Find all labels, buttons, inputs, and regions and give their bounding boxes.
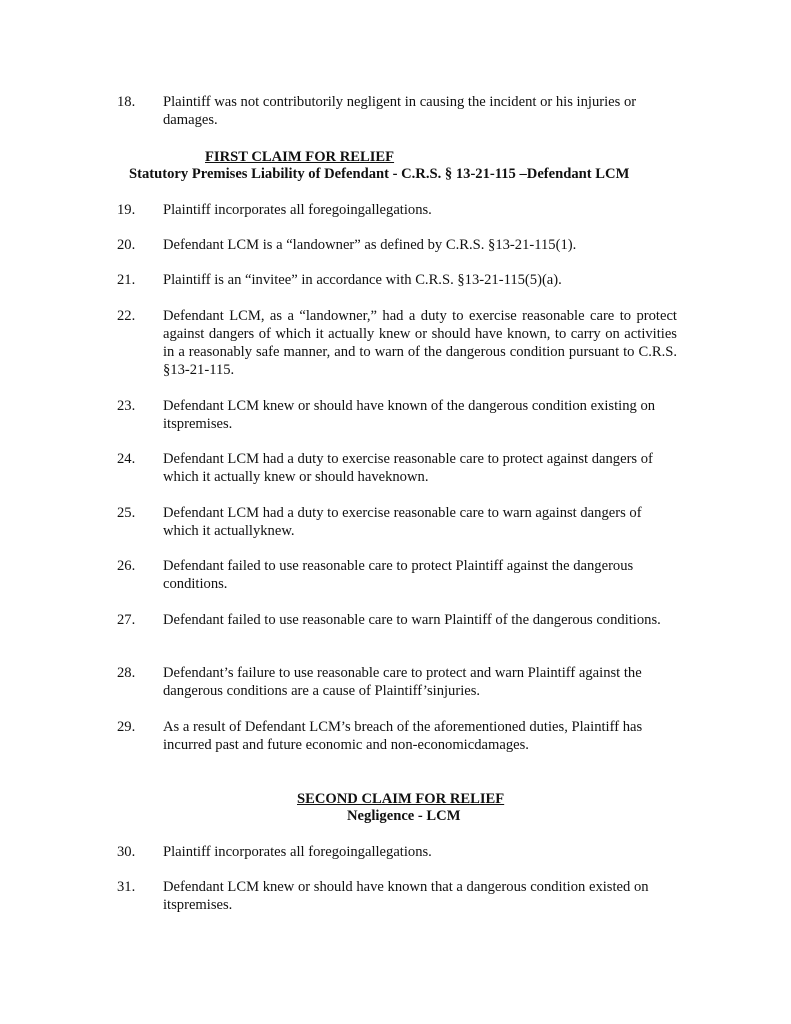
paragraph-21 — [117, 271, 677, 289]
paragraph-number: 21. — [117, 272, 136, 288]
paragraph-text: Defendant’s failure to use reasonable care to protect and warn Plaintiff against the dangerous conditions are a cause of Plaintiff’sinjuries. — [163, 665, 642, 699]
paragraph-26 — [117, 557, 677, 593]
paragraph-text: Plaintiff is an “invitee” in accordance with C.R.S. §13-21-115(5)(a). — [163, 272, 562, 288]
paragraph-text: Plaintiff was not contributorily negligent in causing the incident or his injuries or damages. — [163, 94, 637, 128]
paragraph-text: Defendant LCM had a duty to exercise reasonable care to protect against dangers of which it actually knew or should haveknown. — [163, 451, 653, 485]
paragraph-text: Defendant LCM, as a “landowner,” had a duty to exercise reasonable care to protect against dangers of which it actually knew or should have known, to carry on activities in a reasonably safe manner, and to warn of the dangerous condition pursuant to C.R.S. §13-21-115. — [163, 308, 677, 378]
paragraph-23 — [117, 397, 677, 433]
second-claim-title: SECOND CLAIM FOR RELIEF — [297, 791, 505, 807]
paragraph-24 — [117, 450, 677, 486]
paragraph-number: 20. — [117, 237, 136, 253]
second-claim-subtitle: Negligence - LCM — [347, 808, 461, 824]
paragraph-text: Defendant LCM knew or should have known that a dangerous condition existed on itspremises. — [163, 879, 649, 913]
paragraph-number: 24. — [117, 451, 136, 467]
paragraph-30 — [117, 843, 677, 861]
paragraph-text: Defendant LCM is a “landowner” as defined by C.R.S. §13-21-115(1). — [163, 237, 577, 253]
paragraph-25 — [117, 504, 677, 540]
paragraph-number: 28. — [117, 665, 136, 681]
paragraph-number: 23. — [117, 398, 136, 414]
paragraph-number: 19. — [117, 202, 136, 218]
paragraph-number: 30. — [117, 844, 136, 860]
paragraph-text: Defendant failed to use reasonable care to protect Plaintiff against the dangerous conditions. — [163, 558, 634, 592]
paragraph-19 — [117, 201, 677, 219]
paragraph-number: 25. — [117, 505, 136, 521]
first-claim-subtitle: Statutory Premises Liability of Defendant - C.R.S. § 13-21-115 –Defendant LCM — [129, 166, 630, 182]
paragraph-27 — [117, 611, 677, 629]
paragraph-29 — [117, 718, 677, 754]
paragraph-number: 18. — [117, 94, 136, 110]
paragraph-20 — [117, 236, 677, 254]
paragraph-28 — [117, 664, 677, 700]
paragraph-text: Defendant LCM knew or should have known of the dangerous condition existing on itspremises. — [163, 398, 656, 432]
first-claim-title: FIRST CLAIM FOR RELIEF — [205, 149, 395, 165]
paragraph-text: Plaintiff incorporates all foregoingallegations. — [163, 844, 432, 860]
paragraph-number: 22. — [117, 308, 136, 324]
paragraph-number: 27. — [117, 612, 136, 628]
paragraph-text: Plaintiff incorporates all foregoingallegations. — [163, 202, 432, 218]
paragraph-22 — [117, 307, 677, 379]
paragraph-number: 31. — [117, 879, 136, 895]
paragraph-number: 26. — [117, 558, 136, 574]
paragraph-31 — [117, 878, 677, 914]
paragraph-number: 29. — [117, 719, 136, 735]
paragraph-text: Defendant failed to use reasonable care to warn Plaintiff of the dangerous conditions. — [163, 612, 661, 628]
paragraph-text: Defendant LCM had a duty to exercise reasonable care to warn against dangers of which it actuallyknew. — [163, 505, 642, 539]
paragraph-18 — [117, 93, 677, 129]
paragraph-text: As a result of Defendant LCM’s breach of the aforementioned duties, Plaintiff has incurred past and future economic and non-economicdamages. — [163, 719, 643, 753]
